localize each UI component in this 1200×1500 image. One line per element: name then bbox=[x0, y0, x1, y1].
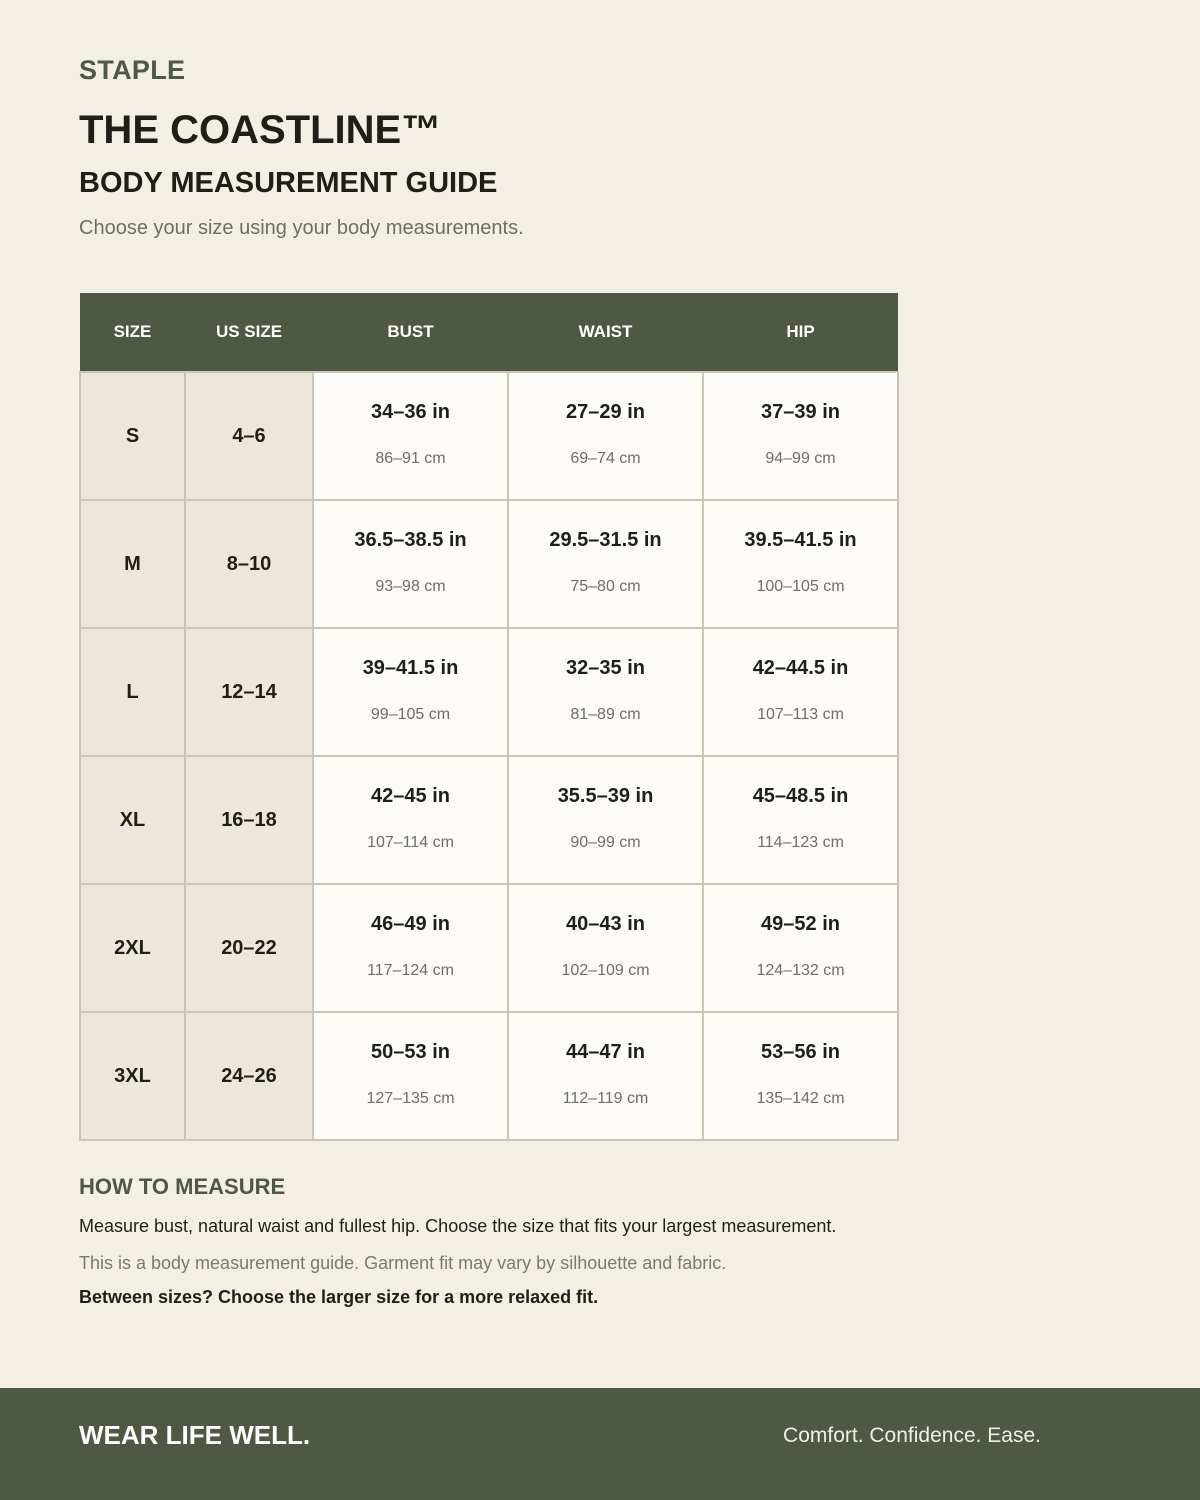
hip-inches: 45–48.5 in bbox=[752, 784, 849, 807]
hip-cell bbox=[703, 372, 898, 500]
column-header-hip: HIP bbox=[703, 293, 898, 372]
waist-centimeters: 69–74 cm bbox=[570, 449, 641, 467]
waist-cell bbox=[508, 1012, 703, 1140]
waist-cell bbox=[508, 884, 703, 1012]
bust-inches: 46–49 in bbox=[371, 912, 450, 935]
table-row bbox=[80, 372, 898, 500]
hip-centimeters: 100–105 cm bbox=[756, 577, 845, 595]
bust-centimeters: 127–135 cm bbox=[366, 1089, 455, 1107]
hip-centimeters: 124–132 cm bbox=[756, 961, 845, 979]
waist-centimeters: 81–89 cm bbox=[570, 705, 641, 723]
hip-inches: 39.5–41.5 in bbox=[744, 528, 857, 551]
us-size-value: 20–22 bbox=[185, 884, 313, 1012]
waist-inches: 40–43 in bbox=[566, 912, 645, 935]
us-size-value: 16–18 bbox=[185, 756, 313, 884]
size-chart-table bbox=[79, 293, 899, 1141]
hip-inches: 37–39 in bbox=[761, 400, 840, 423]
bust-cell bbox=[313, 628, 508, 756]
column-header-waist: WAIST bbox=[508, 293, 703, 372]
intro-text: Choose your size using your body measurements. bbox=[79, 217, 524, 239]
bust-cell bbox=[313, 884, 508, 1012]
footer-tagline: WEAR LIFE WELL. bbox=[79, 1420, 311, 1450]
bust-centimeters: 99–105 cm bbox=[370, 705, 451, 723]
fit-disclaimer: This is a body measurement guide. Garment fit may vary by silhouette and fabric. bbox=[79, 1253, 727, 1273]
waist-centimeters: 102–109 cm bbox=[561, 961, 650, 979]
waist-inches: 32–35 in bbox=[566, 656, 645, 679]
waist-centimeters: 90–99 cm bbox=[570, 833, 641, 851]
between-sizes-tip: Between sizes? Choose the larger size for a more relaxed fit. bbox=[79, 1287, 599, 1307]
bust-cell bbox=[313, 372, 508, 500]
bust-inches: 39–41.5 in bbox=[362, 656, 459, 679]
table-row bbox=[80, 628, 898, 756]
bust-centimeters: 107–114 cm bbox=[367, 833, 454, 851]
bust-centimeters: 117–124 cm bbox=[367, 961, 454, 979]
table-row bbox=[80, 500, 898, 628]
hip-centimeters: 107–113 cm bbox=[757, 705, 844, 723]
bust-inches: 36.5–38.5 in bbox=[354, 528, 467, 551]
bust-centimeters: 86–91 cm bbox=[375, 449, 446, 467]
hip-centimeters: 135–142 cm bbox=[756, 1089, 845, 1107]
bust-inches: 34–36 in bbox=[371, 400, 450, 423]
footer-slogan: Comfort. Confidence. Ease. bbox=[783, 1424, 1041, 1447]
us-size-value: 24–26 bbox=[185, 1012, 313, 1140]
size-label: 3XL bbox=[80, 1012, 185, 1140]
column-header-us-size: US SIZE bbox=[185, 293, 313, 372]
hip-cell bbox=[703, 756, 898, 884]
us-size-value: 12–14 bbox=[185, 628, 313, 756]
us-size-value: 4–6 bbox=[185, 372, 313, 500]
bust-cell bbox=[313, 500, 508, 628]
hip-inches: 49–52 in bbox=[761, 912, 840, 935]
waist-centimeters: 112–119 cm bbox=[562, 1089, 649, 1107]
waist-cell bbox=[508, 372, 703, 500]
table-header-row bbox=[80, 293, 898, 372]
bust-cell bbox=[313, 756, 508, 884]
waist-centimeters: 75–80 cm bbox=[570, 577, 641, 595]
waist-inches: 35.5–39 in bbox=[557, 784, 654, 807]
size-label: S bbox=[80, 372, 185, 500]
hip-inches: 53–56 in bbox=[761, 1040, 840, 1063]
waist-cell bbox=[508, 500, 703, 628]
table-row bbox=[80, 1012, 898, 1140]
bust-inches: 42–45 in bbox=[371, 784, 450, 807]
bust-cell bbox=[313, 1012, 508, 1140]
bust-inches: 50–53 in bbox=[371, 1040, 450, 1063]
waist-inches: 44–47 in bbox=[566, 1040, 645, 1063]
hip-cell bbox=[703, 1012, 898, 1140]
hip-centimeters: 114–123 cm bbox=[757, 833, 844, 851]
hip-cell bbox=[703, 884, 898, 1012]
page-title: THE COASTLINE™ bbox=[79, 108, 442, 152]
size-label: 2XL bbox=[80, 884, 185, 1012]
hip-cell bbox=[703, 628, 898, 756]
table-row bbox=[80, 884, 898, 1012]
hip-centimeters: 94–99 cm bbox=[765, 449, 836, 467]
waist-cell bbox=[508, 628, 703, 756]
table-row bbox=[80, 756, 898, 884]
us-size-value: 8–10 bbox=[185, 500, 313, 628]
brand-name: STAPLE bbox=[79, 55, 186, 85]
waist-inches: 29.5–31.5 in bbox=[549, 528, 662, 551]
hip-inches: 42–44.5 in bbox=[752, 656, 849, 679]
bust-centimeters: 93–98 cm bbox=[375, 577, 446, 595]
footer-banner bbox=[0, 1388, 1200, 1500]
hip-cell bbox=[703, 500, 898, 628]
waist-inches: 27–29 in bbox=[566, 400, 645, 423]
how-to-measure-instructions: Measure bust, natural waist and fullest hip. Choose the size that fits your largest measurement. bbox=[79, 1216, 837, 1236]
page-subtitle: BODY MEASUREMENT GUIDE bbox=[79, 167, 498, 199]
column-header-size: SIZE bbox=[80, 293, 185, 372]
column-header-bust: BUST bbox=[313, 293, 508, 372]
size-label: M bbox=[80, 500, 185, 628]
size-label: L bbox=[80, 628, 185, 756]
waist-cell bbox=[508, 756, 703, 884]
how-to-measure-title: HOW TO MEASURE bbox=[79, 1174, 286, 1199]
size-label: XL bbox=[80, 756, 185, 884]
